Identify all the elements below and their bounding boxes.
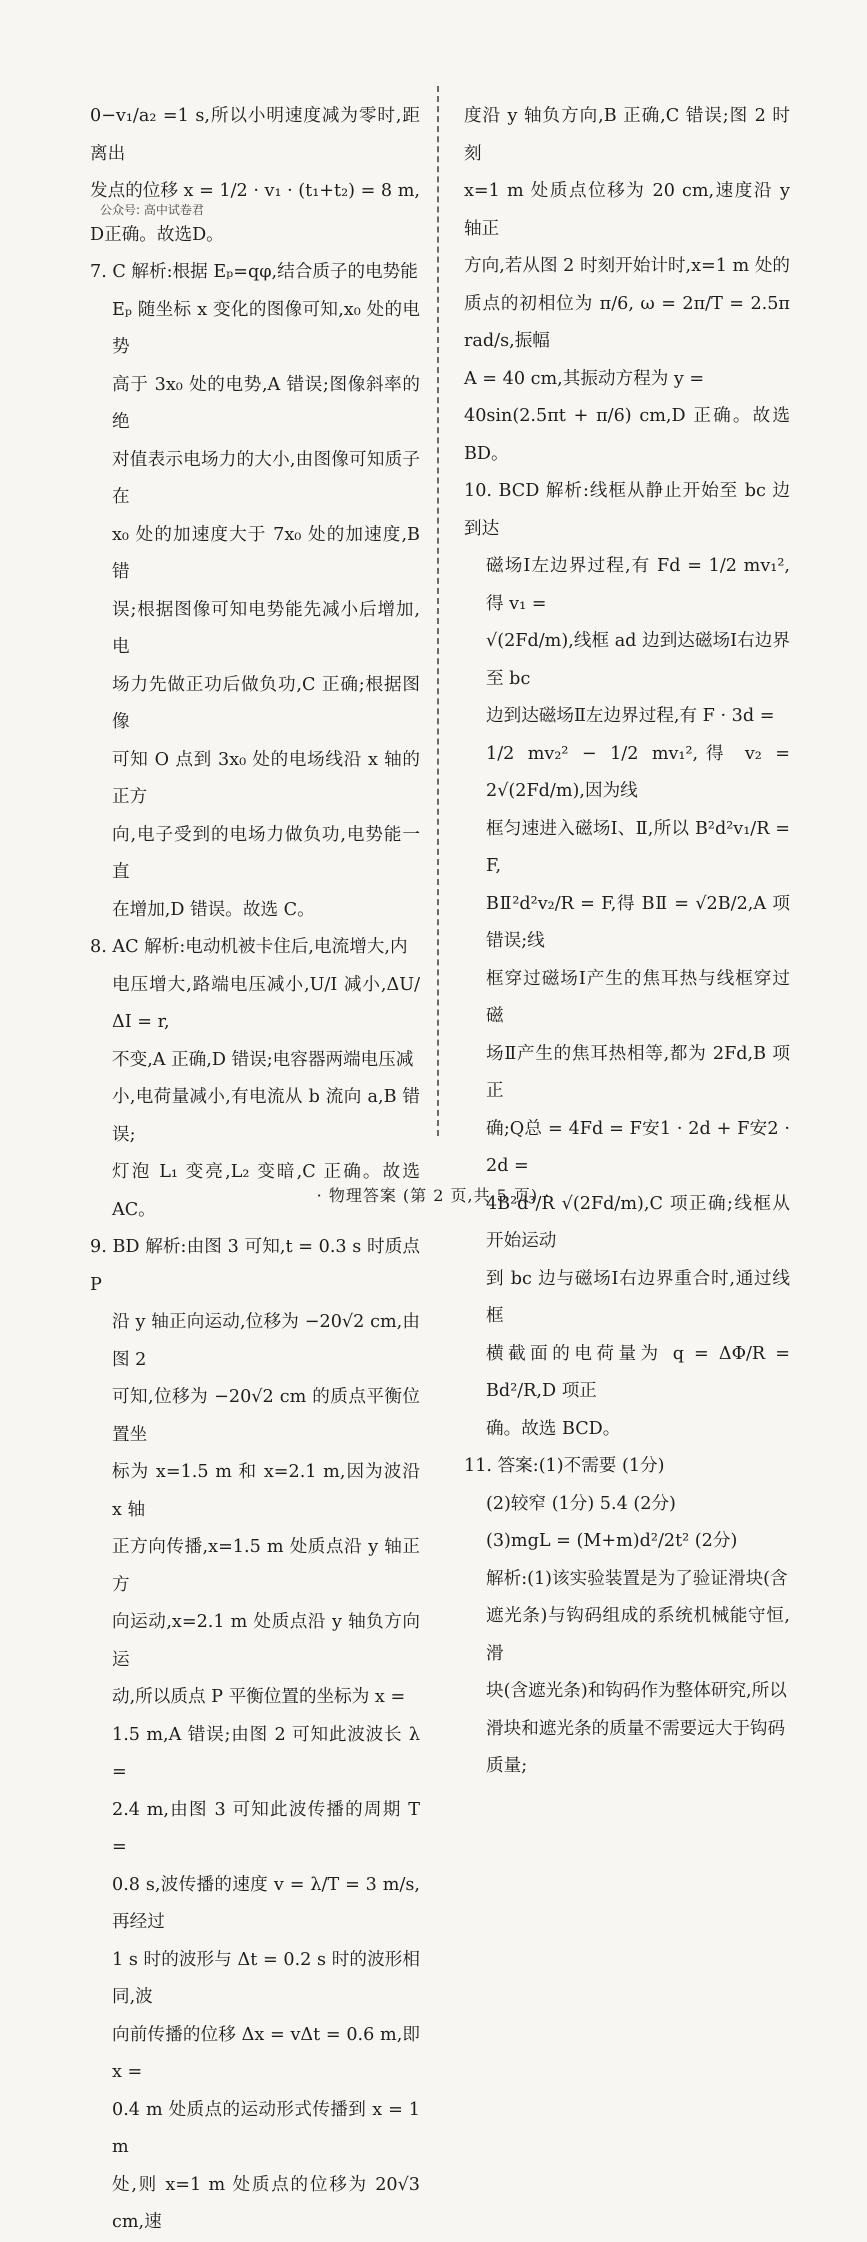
text-line: 7. C 解析:根据 Eₚ=qφ,结合质子的电势能 — [90, 262, 418, 282]
text-line: 9. BD 解析:由图 3 可知,t = 0.3 s 时质点 P — [90, 1237, 420, 1295]
text-line: 方向,若从图 2 时刻开始计时,x=1 m 处的 — [464, 256, 791, 276]
text-line: 可知 O 点到 3x₀ 处的电场线沿 x 轴的正方 — [112, 749, 420, 807]
question-11 — [464, 1448, 790, 1786]
text-line: Eₚ 随坐标 x 变化的图像可知,x₀ 处的电势 — [112, 299, 420, 357]
text-line: 滑块和遮光条的质量不需要远大于钩码 — [486, 1718, 786, 1739]
text-line: 框穿过磁场Ⅰ产生的焦耳热与线框穿过磁 — [486, 968, 790, 1026]
text-line: 向前传播的位移 Δx = vΔt = 0.6 m,即 x = — [112, 2024, 420, 2082]
text-line: 沿 y 轴正向运动,位移为 −20√2 cm,由图 2 — [112, 1312, 420, 1370]
text-line: 块(含遮光条)和钩码作为整体研究,所以 — [486, 1681, 787, 1701]
question-9-continued — [464, 98, 790, 473]
text-line: 误;根据图像可知电势能先减小后增加,电 — [112, 599, 420, 657]
page-footer: · 物理答案 (第 2 页,共 5 页) · — [316, 1186, 551, 1205]
text-line: 对值表示电场力的大小,由图像可知质子在 — [112, 449, 420, 507]
text-line: 标为 x=1.5 m 和 x=2.1 m,因为波沿 x 轴 — [112, 1462, 420, 1520]
text-line: 正方向传播,x=1.5 m 处质点沿 y 轴正方 — [112, 1537, 420, 1595]
text-line: 0.8 s,波传播的速度 v = λ/T = 3 m/s,再经过 — [112, 1874, 420, 1932]
text-line: x=1 m 处质点位移为 20 cm,速度沿 y 轴正 — [464, 181, 790, 239]
text-line: 可知,位移为 −20√2 cm 的质点平衡位置坐 — [112, 1387, 420, 1445]
text-line: 磁场Ⅰ左边界过程,有 Fd = 1/2 mv₁²,得 v₁ = — [486, 556, 790, 614]
text-line: (3)mgL = (M+m)d²/2t² (2分) — [486, 1531, 738, 1551]
text-line: 确。故选 BCD。 — [486, 1418, 621, 1439]
text-line: 解析:(1)该实验装置是为了验证滑块(含 — [486, 1568, 788, 1589]
text-line: 度沿 y 轴负方向,B 正确,C 错误;图 2 时刻 — [464, 106, 790, 164]
text-line: BⅡ²d²v₂/R = F,得 BⅡ = √2B/2,A 项错误;线 — [486, 893, 790, 951]
text-line: 遮光条)与钩码组成的系统机械能守恒,滑 — [486, 1606, 790, 1664]
text-line: 10. BCD 解析:线框从静止开始至 bc 边到达 — [464, 481, 790, 539]
text-line: 横截面的电荷量为 q = ΔΦ/R = Bd²/R,D 项正 — [486, 1343, 790, 1401]
text-line: 1 s 时的波形与 Δt = 0.2 s 时的波形相同,波 — [112, 1949, 420, 2007]
text-line: (2)较窄 (1分) 5.4 (2分) — [486, 1493, 676, 1514]
question-9 — [90, 1229, 420, 2242]
text-line: 11. 答案:(1)不需要 (1分) — [464, 1456, 665, 1476]
text-line: 在增加,D 错误。故选 C。 — [112, 899, 315, 920]
text-line: 到 bc 边与磁场Ⅰ右边界重合时,通过线框 — [486, 1268, 790, 1326]
text-line: x₀ 处的加速度大于 7x₀ 处的加速度,B 错 — [112, 524, 420, 582]
text-line: 电压增大,路端电压减小,U/I 减小,ΔU/ΔI = r, — [112, 974, 420, 1032]
text-line: 0.4 m 处质点的运动形式传播到 x = 1 m — [112, 2099, 420, 2157]
text-line: 处,则 x=1 m 处质点的位移为 20√3 cm,速 — [112, 2174, 420, 2232]
column-divider — [437, 86, 439, 1136]
text-line: 质量; — [486, 1756, 528, 1776]
text-line: 向运动,x=2.1 m 处质点沿 y 轴负方向运 — [112, 1612, 420, 1670]
watermark-text: 公众号: 高中试卷君 — [100, 202, 204, 217]
question-10 — [464, 473, 790, 1448]
text-line: 边到达磁场Ⅱ左边界过程,有 F · 3d = — [486, 706, 775, 726]
text-line: 确;Q总 = 4Fd = F安1 · 2d + F安2 · 2d = — [486, 1118, 790, 1176]
text-line: 质点的初相位为 π/6, ω = 2π/T = 2.5π rad/s,振幅 — [464, 293, 790, 351]
text-line: A = 40 cm,其振动方程为 y = — [464, 368, 705, 389]
text-line: 不变,A 正确,D 错误;电容器两端电压减 — [112, 1049, 414, 1070]
text-line: 发点的位移 x = 1/2 · v₁ · (t₁+t₂) = 8 m, — [90, 181, 420, 201]
text-line: 2.4 m,由图 3 可知此波传播的周期 T = — [112, 1799, 420, 1857]
text-line: 小,电荷量减小,有电流从 b 流向 a,B 错误; — [112, 1087, 420, 1145]
right-column — [464, 98, 790, 1786]
text-line: √(2Fd/m),线框 ad 边到达磁场Ⅰ右边界至 bc — [486, 631, 790, 689]
text-line: 动,所以质点 P 平衡位置的坐标为 x = — [112, 1687, 406, 1707]
text-line: 灯泡 L₁ 变亮,L₂ 变暗,C 正确。故选 AC。 — [112, 1162, 420, 1220]
text-line: 0−v₁/a₂ =1 s,所以小明速度减为零时,距离出 — [90, 106, 420, 164]
text-line: 1/2 mv₂² − 1/2 mv₁²,得 v₂ = 2√(2Fd/m),因为线 — [486, 743, 790, 801]
text-line: 场力先做正功后做负功,C 正确;根据图像 — [112, 674, 420, 732]
left-column — [90, 98, 420, 2242]
text-line: 1.5 m,A 错误;由图 2 可知此波波长 λ = — [112, 1724, 420, 1782]
text-line: 高于 3x₀ 处的电势,A 错误;图像斜率的绝 — [112, 374, 420, 432]
question-7 — [90, 254, 420, 929]
text-line: D正确。故选D。 — [90, 224, 224, 245]
text-line: 场Ⅱ产生的焦耳热相等,都为 2Fd,B 项正 — [486, 1043, 790, 1101]
text-line: 8. AC 解析:电动机被卡住后,电流增大,内 — [90, 937, 408, 957]
text-line: 40sin(2.5πt + π/6) cm,D 正确。故选 BD。 — [464, 406, 790, 464]
text-line: 向,电子受到的电场力做负功,电势能一直 — [112, 824, 420, 882]
text-line: 框匀速进入磁场Ⅰ、Ⅱ,所以 B²d²v₁/R = F, — [486, 818, 790, 876]
text-line: 4B²d³/R √(2Fd/m),C 项正确;线框从开始运动 — [486, 1193, 790, 1251]
